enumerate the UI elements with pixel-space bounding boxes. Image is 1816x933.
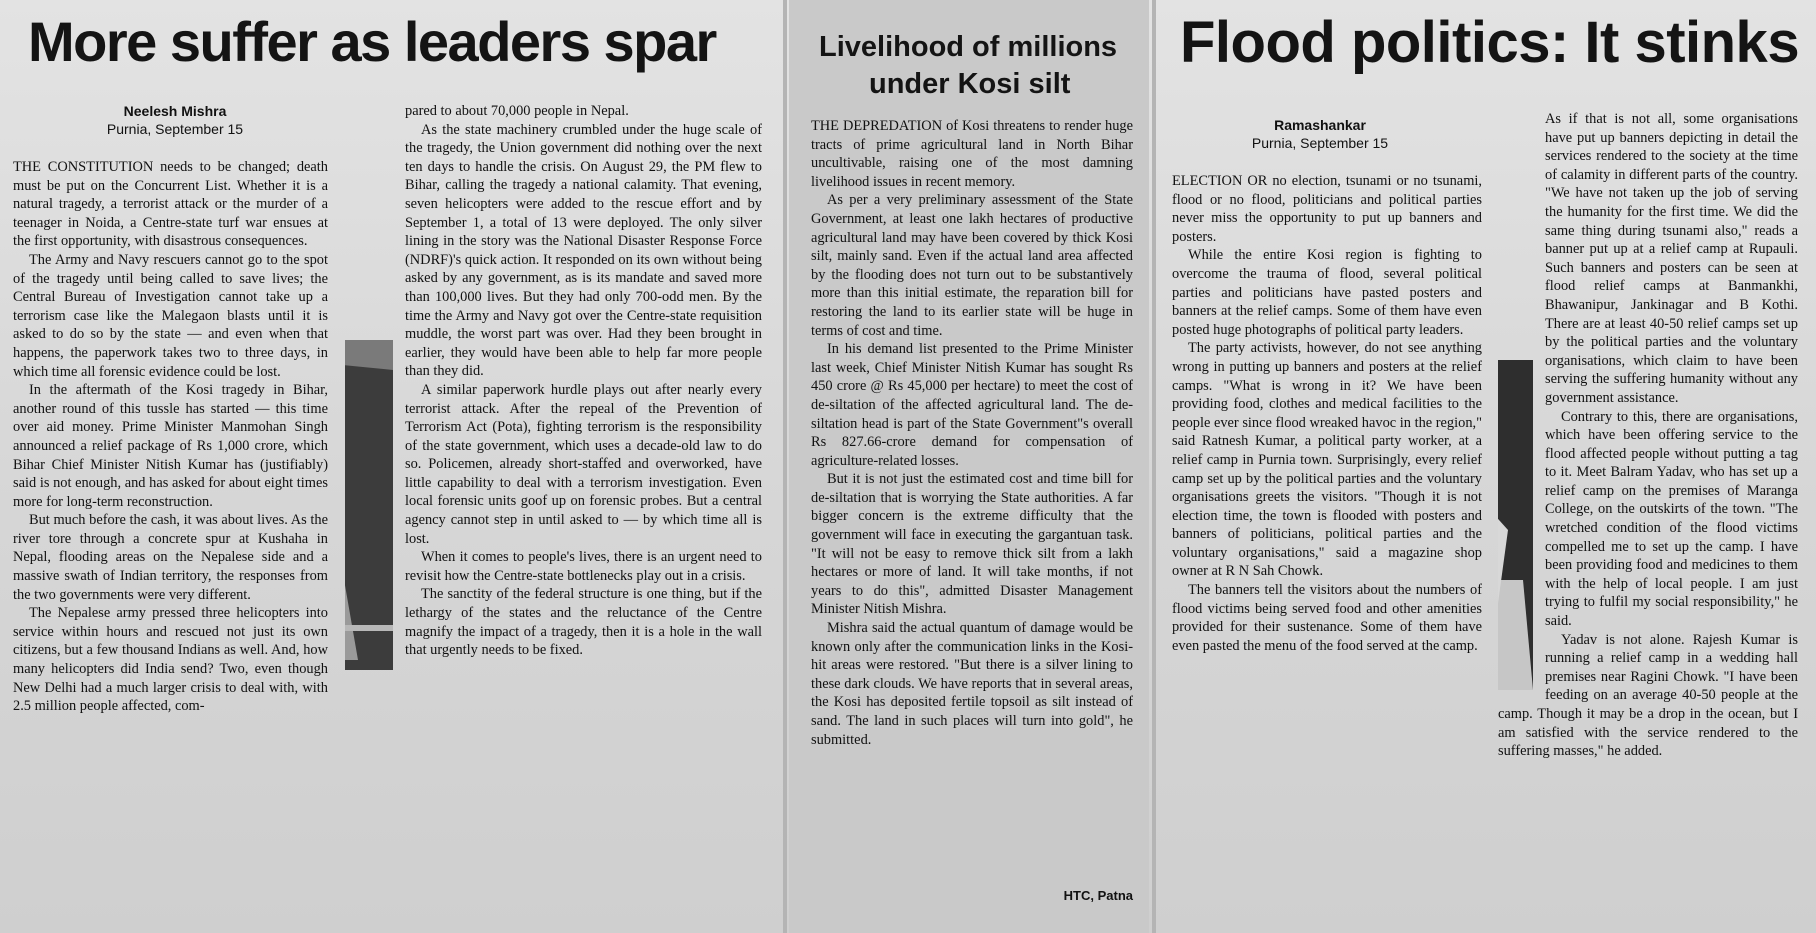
- headline-line: under Kosi silt: [869, 68, 1071, 100]
- story-column: [811, 117, 1133, 887]
- paragraph: The Army and Navy rescuers cannot go to the spot of the tragedy until being called to save lives; the Central Bureau of Investigation cannot take up a terrorism case like the Malegaon blasts until it is asked to do so by the state — and even when that happens, the paperwork takes two to three days, in which time all forensic evidence could be lost.: [13, 251, 328, 380]
- woman-at-tent-photo: [345, 340, 393, 670]
- credit-line: HTC, Patna: [1063, 888, 1133, 903]
- paragraph: As per a very preliminary assessment of the State Government, at least one lakh hectares of productive agricultural land may have been covered by thick Kosi silt, mainly sand. Even if the actual land area affected by the flooding does not turn out to be substantively more than this initial estimate, the reparation bill for restoring the land to its earlier state will be huge in terms of cost and time.: [811, 192, 1133, 339]
- dateline: Purnia, September 15: [1251, 135, 1389, 151]
- byline: [75, 102, 275, 138]
- column-separator: [783, 0, 787, 933]
- paragraph: When it comes to people's lives, there is an urgent need to revisit how the Centre-state bottlenecks play out in a crisis.: [405, 549, 762, 584]
- paragraph: As if that is not all, some organisations have put up banners depicting in detail the services rendered to the society at the time of calamity in different parts of the country. "We have not taken up the job of serving the humanity for the first time. We did the same thing during tsunami also," reads a banner put up at a relief camp at Rupauli. Such banners and posters can be seen at flood relief camps at Banmankhi, Bhawanipur, Jankinagar and B Kothi. There are at least 40-50 relief camps set up by the political parties and the voluntary organisations, which claim to have been serving the suffering humanity without any government assistance.: [1545, 111, 1798, 406]
- paragraph: But much before the cash, it was about lives. As the river tore through a concrete spur at Kushaha in Nepal, flooding areas on the Nepalese side and a massive swath of Indian territory, the responses from the two governments were very different.: [13, 512, 328, 603]
- story-column: [13, 158, 328, 930]
- paragraph: Contrary to this, there are organisations, which have been offering service to the flood affected people without putting a tag to it. Meet Balram Yadav, who has set up a relief camp on the premises of Maranga College, on the outskirts of the town. "The wretched condition of the flood victims compelled me to set up the camp. I have been providing food and medicines to them with the help of local people. I am just trying to fulfil my social responsibility," he said.: [1545, 408, 1798, 630]
- paragraph: Mishra said the actual quantum of damage would be known only after the communication links in the Kosi-hit areas were restored. "But there is a silver lining to these dark clouds. We have reports that in several areas, the Kosi has deposited fertile topsoil as silt instead of sand. The land in such places will turn into gold", he submitted.: [811, 620, 1133, 748]
- paragraph: While the entire Kosi region is fighting to overcome the trauma of flood, several political parties and politicians have pasted posters and banners at the relief camps. Some of them have even posted huge photographs of political party leaders.: [1172, 247, 1482, 338]
- story-column: [1172, 172, 1482, 927]
- story-flood-politics: [1160, 0, 1816, 933]
- paragraph: pared to about 70,000 people in Nepal.: [405, 103, 629, 119]
- paragraph: ELECTION OR no election, tsunami or no tsunami, flood or no flood, politicians and political parties never miss the opportunity to put up banners and posters.: [1172, 173, 1482, 245]
- paragraph: A similar paperwork hurdle plays out after nearly every terrorist attack. After the repeal of the Prevention of Terrorism Act (Pota), fighting terrorism is the responsibility of the state government, which uses a decade-old law to do so. Policemen, already short-staffed and overworked, have little capability to deal with a terrorism investigation. Even local forensic units goof up on forensic probes. But a central agency cannot step in until asked to — by which time all is lost.: [405, 381, 762, 547]
- story-more-suffer: [0, 0, 780, 933]
- paragraph: THE CONSTITUTION needs to be changed; death must be put on the Concurrent List. Whether it is a natural tragedy, a terrorist attack or the murder of a teenager in Noida, a Centre-state turf war ensues at the first opportunity, with disastrous consequences.: [13, 159, 328, 250]
- woman-at-tent-image: [345, 340, 393, 670]
- paragraph: The party activists, however, do not see anything wrong in putting up banners and posters at the relief camps. "What is wrong in it? We have been providing food, clothes and medical facilities to the people ever since flood wreaked havoc in the region," said Ratnesh Kumar, a political party worker, at a relief camp in Purnia town. Surprisingly, every relief camp set up by the political parties and the voluntary organisations greets the visitors. "Though it is not election time, the town is flooded with posters and banners of politicians, political parties and the voluntary organisations," said a magazine shop owner at R N Sah Chowk.: [1172, 340, 1482, 580]
- headline: More suffer as leaders spar: [28, 10, 716, 73]
- story-column: [345, 102, 762, 930]
- paragraph: The sanctity of the federal structure is one thing, but if the lethargy of the states and the reluctance of the Centre magnify the impact of a tragedy, then it is a hole in the wall that urgently needs to be fixed.: [405, 586, 762, 659]
- byline: [1220, 116, 1420, 152]
- paragraph: Yadav is not alone. Rajesh Kumar is running a relief camp in a wedding hall premises near Ragini Chowk. "I have been feeding on an average 40-50 people at the camp. Though it may be a drop in the ocean, but I am satisfied with the service rendered to the suffering masses," he added.: [1498, 631, 1798, 760]
- story-livelihood: [789, 0, 1149, 933]
- woman-seated-photo: [1498, 360, 1533, 690]
- paragraph: THE DEPREDATION of Kosi threatens to render huge tracts of prime agricultural land in North Bihar uncultivable, raising one of the most damning livelihood issues in recent memory.: [811, 118, 1133, 190]
- woman-seated-image: [1498, 360, 1533, 690]
- dateline: Purnia, September 15: [106, 121, 244, 137]
- column-separator: [1152, 0, 1156, 933]
- author-name: Neelesh Mishra: [123, 103, 227, 119]
- paragraph: But it is not just the estimated cost and time bill for de-siltation that is worrying the State authorities. A far bigger concern is the extreme difficulty that the government will face in executing the gargantuan task. "It will not be easy to remove thick silt from a lakh hectares or more of land. It will take months, if not years to do this", admitted Disaster Management Minister Nitish Mishra.: [811, 471, 1133, 618]
- paragraph: In the aftermath of the Kosi tragedy in Bihar, another round of this tussle has started — this time over aid money. Prime Minister Manmohan Singh announced a relief package of Rs 1,000 crore, which Bihar Chief Minister Nitish Kumar has (justifiably) said is not enough, and has asked for about eight times more for long-term reconstruction.: [13, 382, 328, 510]
- author-name: Ramashankar: [1274, 117, 1366, 133]
- story-column: [1498, 110, 1798, 930]
- paragraph: In his demand list presented to the Prime Minister last week, Chief Minister Nitish Kumar has sought Rs 450 crore @ Rs 45,000 per hectare) to meet the cost of de-siltation of the affected agricultural land. The de-siltation head is part of the State Government"s overall Rs 827.66-crore demand for compensation of agriculture-related losses.: [811, 341, 1133, 469]
- headline-line: Livelihood of millions: [819, 31, 1118, 63]
- paragraph: The banners tell the visitors about the numbers of flood victims being served food and other amenities provided for their sustenance. Some of them have even pasted the menu of the food served at the camp.: [1172, 582, 1482, 654]
- paragraph: As the state machinery crumbled under the huge scale of the tragedy, the Union government did nothing over the next ten days to handle the crisis. On August 29, the PM flew to Bihar, calling the tragedy a national calamity. That evening, seven helicopters were added to the rescue effort and by September 1, a total of 13 were deployed. The only silver lining in the story was the National Disaster Response Force (NDRF)'s quick action. It responded on its own without being asked by any government, as is its mandate and saved more than 100,000 lives. But they had only 700-odd men. By the time the Army and Navy got over the Centre-state requisition muddle, the worst part was over. Had they been brought in earlier, they would have been able to help far more people than they did.: [405, 121, 762, 380]
- paragraph: The Nepalese army pressed three helicopters into service within hours and rescued not just its own citizens, but a few thousand Indians as well. And, how many helicopters did India send? Two, even though New Delhi had a much larger crisis to deal with, with 2.5 million people affected, com-: [13, 605, 328, 715]
- headline: Flood politics: It stinks: [1180, 10, 1800, 75]
